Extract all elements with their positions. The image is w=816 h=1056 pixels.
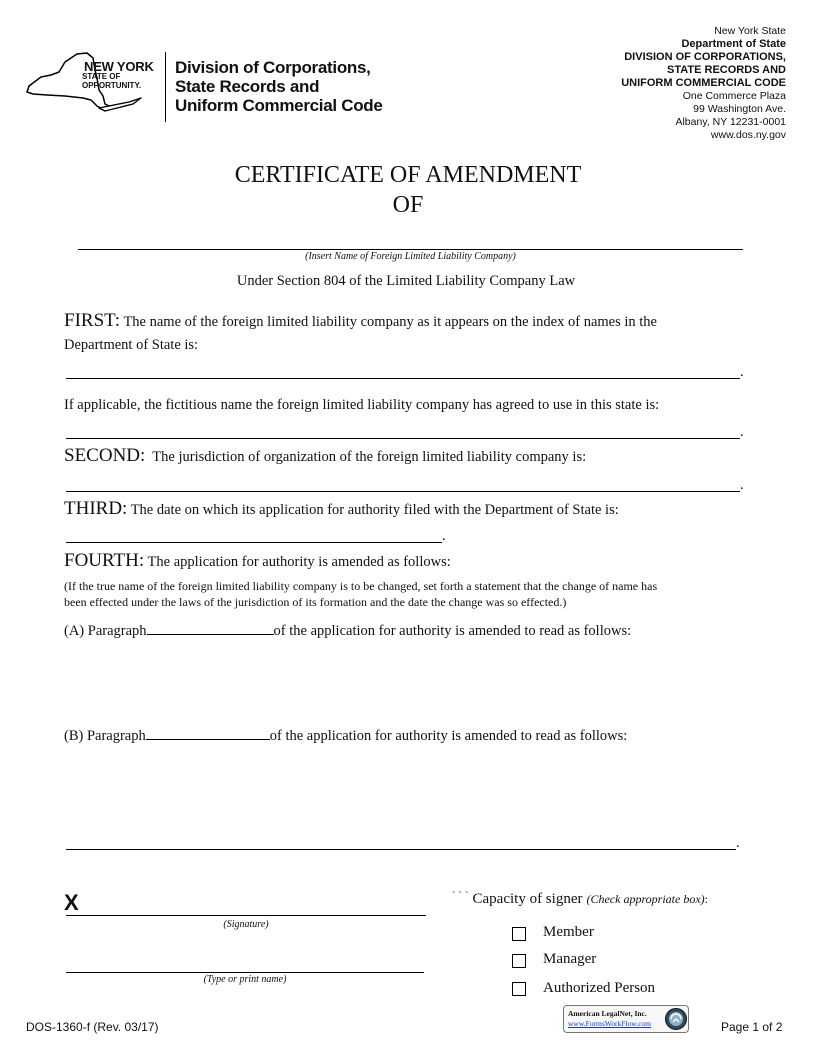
address-line-4: STATE RECORDS AND [667, 64, 786, 76]
company-name-line[interactable] [78, 249, 743, 250]
logo-divider [165, 52, 166, 122]
paragraph-b-suffix: of the application for authority is amended to read as follows: [269, 728, 628, 744]
first-period: . [740, 364, 744, 380]
address-line-2: Department of State [681, 38, 786, 50]
division-line-3: Uniform Commercial Code [175, 96, 383, 115]
fourth-note-line-2: been effected under the laws of the jurisdiction of its formation and the date the change was so effected.) [64, 595, 567, 609]
fourth-text: The application for authority is amended as follows: [147, 554, 451, 570]
print-name-caption: (Type or print name) [203, 974, 287, 985]
paragraph-a-row [64, 620, 631, 640]
second-paragraph [64, 445, 586, 467]
third-paragraph [64, 498, 619, 520]
signature-line[interactable] [66, 915, 426, 916]
address-line-6: One Commerce Plaza [682, 90, 786, 102]
paragraph-a-suffix: of the application for authority is amended to read as follows: [273, 623, 632, 639]
amendment-answer-line[interactable] [66, 849, 736, 850]
manager-label: Manager [543, 951, 597, 967]
capacity-header [452, 890, 708, 908]
member-label: Member [543, 924, 594, 940]
logo-line-1: NEW YORK [84, 59, 154, 74]
authorized-person-label: Authorized Person [543, 980, 656, 996]
first-label: FIRST: [64, 310, 121, 331]
fourth-note-line-1: (If the true name of the foreign limited liability company is to be changed, set forth a statement that the change of name has [64, 579, 658, 593]
fourth-label: FOURTH: [64, 550, 145, 571]
second-label: SECOND: [64, 445, 146, 466]
capacity-ticks: ` ` ` [452, 890, 469, 902]
form-subtitle: Under Section 804 of the Limited Liability Company Law [236, 273, 576, 289]
signature-x-mark: X [64, 890, 79, 915]
capacity-hint: (Check appropriate box) [586, 892, 705, 906]
member-checkbox[interactable] [512, 927, 526, 941]
paragraph-a-number-field[interactable] [147, 620, 274, 635]
paragraph-b-number-field[interactable] [146, 725, 270, 740]
address-line-5: UNIFORM COMMERCIAL CODE [621, 77, 786, 89]
fourth-paragraph [64, 550, 451, 572]
form-title-line-1: CERTIFICATE OF AMENDMENT [234, 162, 582, 188]
ny-logo-text [84, 60, 154, 90]
paragraph-b-prefix: (B) Paragraph [64, 728, 146, 744]
authorized-person-checkbox[interactable] [512, 982, 526, 996]
address-line-3: DIVISION OF CORPORATIONS, [624, 51, 786, 63]
signature-caption: (Signature) [223, 919, 269, 930]
globe-icon [664, 1007, 688, 1031]
fictitious-name-text: If applicable, the fictitious name the foreign limited liability company has agreed to use in this state is: [64, 397, 660, 413]
formsworkflow-badge[interactable] [563, 1005, 689, 1033]
amendment-period: . [736, 835, 740, 851]
company-name-caption: (Insert Name of Foreign Limited Liability Company) [305, 251, 516, 262]
form-title-line-2: OF [392, 192, 424, 218]
division-name [175, 58, 383, 115]
second-text: The jurisdiction of organization of the foreign limited liability company is: [152, 449, 587, 465]
paragraph-a-prefix: (A) Paragraph [64, 623, 147, 639]
header [0, 0, 816, 150]
paragraph-b-row [64, 725, 627, 745]
third-answer-line[interactable] [66, 542, 442, 543]
fictitious-answer-line[interactable] [66, 438, 740, 439]
address-line-9[interactable]: www.dos.ny.gov [710, 129, 786, 141]
address-line-8: Albany, NY 12231-0001 [675, 116, 786, 128]
division-line-1: Division of Corporations, [175, 58, 371, 77]
first-text: The name of the foreign limited liability company as it appears on the index of names in the [123, 314, 657, 330]
second-answer-line[interactable] [66, 491, 740, 492]
third-text: The date on which its application for authority filed with the Department of State is: [130, 502, 619, 518]
agency-address [621, 25, 786, 142]
fictitious-period: . [740, 424, 744, 440]
page-number: Page 1 of 2 [721, 1020, 783, 1034]
first-text-2: Department of State is: [64, 337, 199, 353]
first-paragraph [64, 310, 657, 332]
second-period: . [740, 477, 744, 493]
third-label: THIRD: [64, 498, 128, 519]
address-line-7: 99 Washington Ave. [693, 103, 786, 115]
third-period: . [442, 528, 446, 544]
badge-line-1: American LegalNet, Inc. [568, 1009, 647, 1018]
logo-line-2: STATE OF [82, 72, 121, 81]
first-answer-line[interactable] [66, 378, 740, 379]
badge-line-2: www.FormsWorkFlow.com [568, 1019, 652, 1028]
capacity-label: Capacity of signer [472, 891, 583, 907]
print-name-line[interactable] [66, 972, 424, 973]
capacity-colon: : [704, 892, 709, 906]
form-id: DOS-1360-f (Rev. 03/17) [26, 1020, 159, 1034]
address-line-1: New York State [714, 25, 786, 37]
logo-line-3: OPPORTUNITY. [82, 80, 142, 90]
division-line-2: State Records and [175, 77, 320, 96]
manager-checkbox[interactable] [512, 954, 526, 968]
